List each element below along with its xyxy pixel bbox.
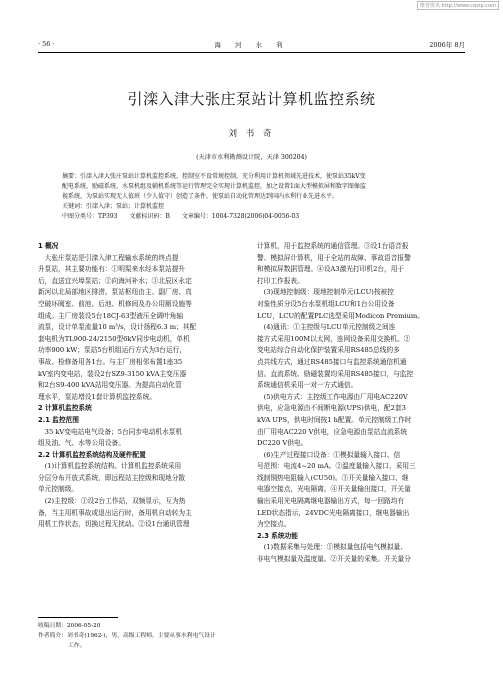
text-line: 信。直流系统、励磁装置均采用RS485接口，与监控	[257, 369, 414, 378]
text-line: 供电，应急电源由不间断电源(UPS)供电，配2套3	[257, 404, 406, 413]
text-line: DC220 V供电。	[257, 439, 308, 448]
page-number: · 56 ·	[38, 40, 55, 48]
text-line: 分层分布开放式系统，即远程站主控级和现地分散	[38, 473, 186, 482]
text-line: 计算机，用于监控系统的通信管理。③设1台语音报	[257, 242, 409, 250]
running-header	[38, 40, 465, 52]
text-line: 接方式采用100M以太网，连网设备采用交换机。②	[257, 334, 411, 343]
text-line: 由厂用电AC220 V供电，应急电源由泵站直流系统	[257, 427, 408, 436]
text-line: 流泵，设计单泵流量10 m³/s，设计扬程6.3 m；其配	[38, 323, 197, 332]
text-line: 变电站综合自动化保护装置采用RS485总线的多	[257, 346, 400, 355]
text-line: 35 kV变电站电气设备；5台同步电动机水泵机	[38, 427, 183, 436]
affiliation: (天津市水利勘测设计院，天津 300204)	[196, 154, 307, 161]
right-column	[257, 241, 465, 566]
text-line: 升泵站，其主要功能有：①明渠来水经本泵站提升	[38, 265, 186, 274]
abstract-block	[62, 172, 441, 222]
footnote	[38, 621, 248, 651]
text-line: 中图分类号：TP393 文献标识码：B 文章编号：1004-7328(2006)04-0056-03	[62, 213, 300, 220]
text-line: 配电系统、励磁系统、水泵机组及辅机系统等运行管理完全实现计算机监控，加之设置1面大型模拟屏和数字图像监	[62, 183, 366, 190]
text-line: kVA UPS，供电时间按1 h配置。单元控制级工作时	[257, 415, 412, 424]
text-line: (5)供电方式：主控级工作电源由厂用电AC220V	[257, 392, 408, 401]
text-line: 单元控制级。	[38, 485, 79, 494]
text-line: LED状态指示，24VDC光电隔离接口，继电器输出	[257, 508, 410, 517]
left-column	[38, 241, 246, 531]
header-rule	[38, 52, 465, 53]
text-line: 2.2 计算机监控系统结构及硬件配置	[38, 450, 146, 459]
text-line: 输出采用光电隔离继电器输出方式，每一回路均有	[257, 497, 405, 506]
text-line: 大张庄泵站是引滦入津工程输水系统的终点提	[38, 253, 179, 262]
text-line: 摘要：引滦入津大张庄泵站计算机监控系统，控制室不设常规控制，充分利用计算机领域先进技术，使泵站35kV变	[62, 173, 366, 180]
text-line: 为空接点。	[257, 520, 291, 529]
text-line: 功率900 kW；泵站5台机组运行方式为3台运行，	[38, 346, 187, 355]
received-date: 收稿日期：2006-05-20	[38, 623, 101, 629]
text-line: 组及油、气、水等公用设备。	[38, 439, 125, 448]
text-line: 新河以北局部地区排涝。泵站枢纽由主、副厂房、真	[38, 288, 192, 297]
text-line: LCU，LCU的配置PLC选型采用Modicon Premium。	[257, 311, 424, 320]
text-line: 线制铜热电阻输入(CU50)。③开关量输入接口、继	[257, 473, 409, 482]
text-line: (3)现地控制级：现地控制单元(LCU)按被控	[257, 288, 394, 297]
text-line: 理水平，泵站增设1套计算机监控系统。	[38, 392, 156, 401]
footnote-rule	[38, 617, 118, 618]
text-line: 后，直送宜兴埠泵站；②向海河补水；③北辰区永定	[38, 276, 192, 285]
text-line: 和2台S9-400 kVA站用变压器。为提高自动化管	[38, 381, 182, 390]
text-line: 空破坏阀室、前池、后池、机修间及办公用厕设施等	[38, 299, 192, 308]
text-line: 备，当主用机事故或退出运行时，备用机自动转为主	[38, 508, 192, 517]
text-line: (4)通讯：①主控级与LCU单元控制级之间连	[257, 323, 396, 332]
author-bio-cont: 工作。	[68, 643, 86, 649]
text-line: 用机工作状态，切换过程无扰动。②设1台通讯管理	[38, 520, 190, 529]
text-line: (2)主控级：①设2台工作站，双频显示，互为热	[38, 497, 186, 506]
text-line: (6)生产过程接口设备：①模拟量输入接口、信	[257, 450, 401, 459]
text-line: 警、模拟屏计算机，用于全站的故障、事故语音报警	[257, 253, 411, 262]
author-bio: 作者简介：刘书奇(1962-)，男，高级工程师，主要从事水利电气设计	[38, 633, 216, 639]
journal-name: 海 河 水 利	[214, 41, 289, 49]
paper-title: 引滦入津大张庄泵站计算机监控系统	[127, 90, 376, 108]
text-line: (1)计算机监控系统结构。计算机监控系统采用	[38, 462, 182, 471]
watermark-stamp: 维普资讯 http://www.cqvip.com	[417, 1, 499, 10]
text-line: 视系统，为泵站实现无人值班（少人值守）创造了条件，使泵站自动化管理达到国内水利行业先进水平。	[62, 193, 339, 200]
text-line: 2.3 系统功能	[257, 531, 298, 540]
text-line: 打印工作报表。	[257, 276, 304, 285]
text-line: (1)数据采集与处理：①模拟量包括电气模拟量、	[257, 543, 407, 552]
text-line: 1 概况	[38, 242, 59, 250]
text-line: 系统通信机采用一对一方式通信。	[257, 381, 358, 390]
author-name: 刘 书 奇	[228, 129, 275, 139]
text-line: 对象性质分设5台水泵机组LCU和1台公用设备	[257, 299, 395, 308]
text-line: 非电气模拟量及温度量。②开关量的采集。开关量分	[257, 555, 411, 564]
text-line: 组成。主厂房装设5台18CJ-63型液压全调叶角轴	[38, 311, 184, 320]
text-line: 关键词：引滦入津；泵站；计算机监控	[62, 203, 165, 210]
text-line: 事故、检修备用各1台。与主厂房相邻布置1座35	[38, 357, 183, 366]
text-line: 和模拟屏数据管理。④设A3激光打印机2台，用于	[257, 265, 405, 274]
text-line: 2.1 监控范围	[38, 415, 79, 424]
text-line: 号范围：电流4~20 mA。②温度量输入接口，采用三	[257, 462, 416, 471]
text-line: 电器空接点，光电隔离。④开关量输出接口，开关量	[257, 485, 411, 494]
issue-date: 2006年 8月	[429, 41, 465, 49]
text-line: 套电机为TL900-24/2150型6kV同步电动机，单机	[38, 334, 190, 343]
text-line: kV室内变电站，装设2台SZ9-3150 kVA主变压器	[38, 369, 187, 378]
text-line: 2 计算机监控系统	[38, 404, 92, 413]
text-line: 点共线方式，通过RS485接口与监控系统通信机通	[257, 357, 407, 366]
